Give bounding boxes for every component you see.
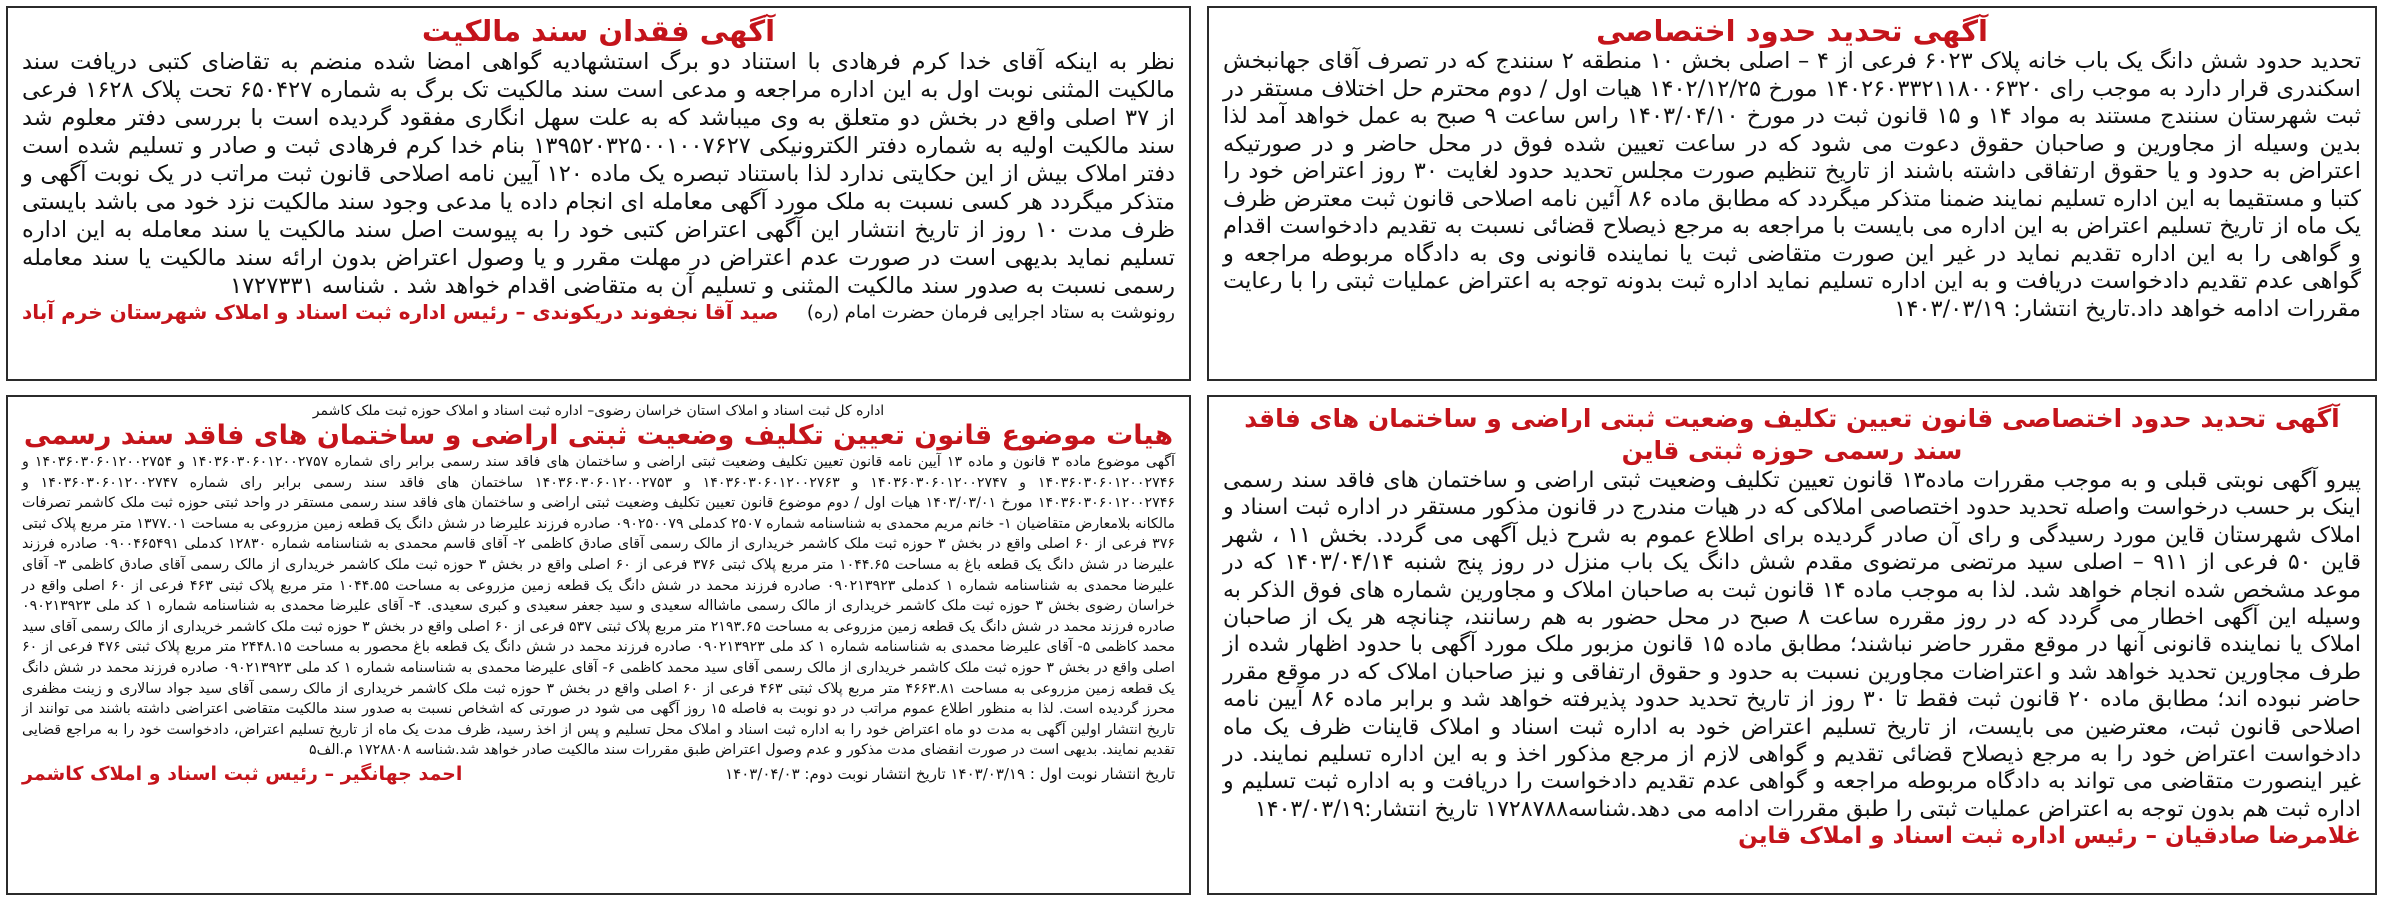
notice-signature: احمد جهانگیر – رئیس ثبت اسناد و املاک کاشمر — [22, 762, 463, 785]
notice-header: اداره کل ثبت اسناد و املاک استان خراسان رضوی– اداره ثبت اسناد و املاک حوزه ثبت ملک کاشمر — [312, 403, 885, 419]
notice-body: پیرو آگهی نوبتی قبلی و به موجب مقررات ماده۱۳ قانون تعیین تکلیف وضعیت ثبتی اراضی و ساختمان های فاقد سند رسمی اینک بر حسب درخواست واصله تحدید حدود اختصاصی املاکی که در هیات مندرج در قانون مذکور مستقر در اداره ثبت اسناد و املاک شهرستان قاین مورد رسیدگی و رای آن صادر گردیده برای اطلاع عموم به شرح ذیل آگهی می گردد. بخش ۱۱ ، شهر قاین ۵۰ فرعی از ۹۱۱ – اصلی سید مرتضی مرتضوی مقدم شش دانگ یک باب منزل در روز پنج شنبه ۱۴۰۳/۰۴/۱۴ که در موعد مشخص شده انجام خواهد شد. لذا به موجب ماده ۱۴ قانون ثبت به صاحبان املاک و مجاورین شماره های فوق الذکر به وسیله این آگهی اخطار می گردد که در روز مقرره ساعت ۸ صبح در محل حضور به هم رسانند، چنانچه هر یک از صاحبان املاک یا نماینده قانونی آنها در موقع مقرر حاضر نباشند؛ مطابق ماده ۱۵ قانون مزبور ملک مورد آگهی با حدود اظهار شده از طرف مجاورین تحدید خواهد شد و اعتراضات مجاورین نسبت به حدود و حقوق ارتفاقی و نیز صاحبان املاک که در موقع مقرر حاضر نبوده اند؛ مطابق ماده ۲۰ قانون ثبت فقط تا ۳۰ روز از تاریخ تحدید حدود پذیرفته خواهد شد و برابر ماده ۸۶ آیین نامه اصلاحی قانون ثبت، معترضین می بایست، از تاریخ تسلیم اعتراض خود به اداره ثبت اسناد و املاک قاینات ظرف یک ماه دادخواست اعتراض خود را به مرجع ذیصلاح قضائی تقدیم و گواهی لازم از مرجع مذکور اخذ و به این اداره تسلیم نمایند. در غیر اینصورت متقاضی می تواند به دادگاه مربوطه مراجعه و گواهی عدم تقدیم دادخواست را دریافت و به اداره ثبت تسلیم و اداره ثبت هم بدون توجه به اعتراض عملیات ثبتی را طبق مقررات ادامه می دهد.شناسه۱۷۲۸۷۸۸ تاریخ انتشار:۱۴۰۳/۰۳/۱۹ — [1223, 468, 2361, 822]
notice-signature: غلامرضا صادقیان – رئیس اداره ثبت اسناد و املاک قاین — [1738, 823, 2361, 850]
notice-body: نظر به اینکه آقای خدا کرم فرهادی با استناد دو برگ استشهادیه گواهی امضا شده منضم به تقاضای کتبی دریافت سند مالکیت المثنی نوبت اول به این اداره مراجعه و مدعی است سند مالکیت تک برگ به شماره ۶۵۰۴۲۷ تحت پلاک ۱۶۲۸ فرعی از ۳۷ اصلی واقع در بخش دو متعلق به وی میباشد که به علت سهل انگاری مفقود گردیده است با بررسی دفتر معلوم شد سند مالکیت اولیه به شماره دفتر الکترونیکی ۱۳۹۵۲۰۳۲۵۰۰۱۰۰۷۶۲۷ بنام خدا کرم فرهادی ثبت و صادر و تسلیم شده است دفتر املاک بیش از این حکایتی ندارد لذا باستناد تبصره یک ماده ۱۲۰ آیین نامه اصلاحی قانون ثبت مراتب در یک نوبت آگهی و متذکر میگردد هر کسی نسبت به ملک مورد آگهی معامله ای انجام داده یا مدعی وجود سند مالکیت نزد خود می باشد بایستی ظرف مدت ۱۰ روز از تاریخ انتشار این آگهی اعتراض کتبی خود را به پیوست اصل سند مالکیت یا سند معامله به این اداره تسلیم نماید بدیهی است در صورت عدم اعتراض در مهلت مقرر و یا وصول اعتراض بدون ارائه سند مالکیت یا سند معامله رسمی نسبت به صدور سند مالکیت المثنی و تسلیم آن به متقاضی اقدام خواهد شد . شناسه ۱۷۲۷۳۳۱ — [22, 49, 1176, 299]
notice-lost-title-deed — [6, 6, 1191, 381]
notice-title: آگهی فقدان سند مالکیت — [421, 14, 776, 48]
notice-qaen-boundary — [1207, 395, 2377, 895]
notice-title: آگهی تحدید حدود اختصاصی — [1596, 14, 1988, 48]
notice-footer — [22, 763, 1175, 785]
notice-title: هیات موضوع قانون تعیین تکلیف وضعیت ثبتی اراضی و ساختمان های فاقد سند رسمی — [23, 420, 1174, 451]
notice-title: آگهی تحدید حدود اختصاصی قانون تعیین تکلیف وضعیت ثبتی اراضی و ساختمان های فاقد سند رسمی حوزه ثبتی قاین — [1244, 404, 2340, 465]
notice-kashmar-committee — [6, 395, 1191, 895]
notice-footer — [22, 300, 1175, 324]
notice-body: آگهی موضوع ماده ۳ قانون و ماده ۱۳ آیین نامه قانون تعیین تکلیف وضعیت ثبتی اراضی و ساختمان های فاقد سند رسمی برابر رای شماره ۱۴۰۳۶۰۳۰۶۰۱۲۰۰۲۷۵۷ و ۱۴۰۳۶۰۳۰۶۰۱۲۰۰۲۷۵۴ و ۱۴۰۳۶۰۳۰۶۰۱۲۰۰۲۷۴۶ و ۱۴۰۳۶۰۳۰۶۰۱۲۰۰۲۷۴۷ و ۱۴۰۳۶۰۳۰۶۰۱۲۰۰۲۷۶۳ و ۱۴۰۳۶۰۳۰۶۰۱۲۰۰۲۷۵۳ ساختمان های فاقد سند رسمی برابر رای شماره ۱۴۰۳۶۰۳۰۶۰۱۲۰۰۲۷۴۷ و ۱۴۰۳۶۰۳۰۶۰۱۲۰۰۲۷۴۶ مورخ ۱۴۰۳/۰۳/۰۱ هیات اول / دوم موضوع قانون تعیین تکلیف وضعیت ثبتی اراضی و ساختمان های فاقد سند رسمی مستقر در واحد ثبتی حوزه ثبت ملک کاشمر تصرفات مالکانه بلامعارض متقاضیان ۱- خانم مریم محمدی به شناسنامه شماره ۲۵۰۷ کدملی ۰۹۰۲۵۰۰۷۹ صادره فرزند علیرضا در شش دانگ یک قطعه زمین مزروعی به مساحت ۱۳۷۷.۰۱ متر مربع پلاک ثبتی ۳۷۶ فرعی از ۶۰ اصلی واقع در بخش ۳ حوزه ثبت ملک کاشمر خریداری از مالک رسمی آقای صادق کاظمی ۲- آقای قاسم محمدی به شناسنامه شماره ۱۲۸۳۰ کدملی ۰۹۰۰۴۶۵۴۹۱ صادره فرزند علیرضا در شش دانگ یک قطعه باغ به مساحت ۱۰۴۴.۶۵ متر مربع پلاک ثبتی ۳۷۶ فرعی از ۶۰ اصلی واقع در بخش ۳ حوزه ثبت ملک کاشمر خریداری از مالک رسمی آقای صادق کاظمی ۳- آقای علیرضا محمدی به شناسنامه شماره ۱ کدملی ۰۹۰۲۱۳۹۲۳ صادره فرزند محمد در شش دانگ یک قطعه زمین مزروعی به مساحت ۱۰۴۴.۵۵ متر مربع پلاک ثبتی ۴۶۳ فرعی از ۶۰ اصلی واقع در خراسان رضوی بخش ۳ حوزه ثبت ملک کاشمر خریداری از مالک رسمی ماشااله سعیدی و سید جعفر سعیدی و کبری سعیدی. ۴- آقای علیرضا محمدی به شناسنامه شماره ۱ کد ملی ۰۹۰۲۱۳۹۲۳ صادره فرزند محمد در شش دانگ یک قطعه زمین مزروعی به مساحت ۲۱۹۳.۶۵ متر مربع پلاک ثبتی ۵۳۷ فرعی از ۶۰ اصلی واقع در بخش ۳ حوزه ثبت ملک کاشمر خریداری از مالک رسمی آقای سید محمد کاظمی ۵- آقای علیرضا محمدی به شناسنامه شماره ۱ کد ملی ۰۹۰۲۱۳۹۲۳ صادره فرزند محمد در شش دانگ یک قطعه باغ محصور به مساحت ۲۴۴۸.۱۵ متر مربع پلاک ثبتی ۴۷۶ فرعی از ۶۰ اصلی واقع در بخش ۳ حوزه ثبت ملک کاشمر خریداری از مالک رسمی آقای سید محمد کاظمی ۶- آقای علیرضا محمدی به شناسنامه شماره ۱ کد ملی ۰۹۰۲۱۳۹۲۳ صادره فرزند محمد در شش دانگ یک قطعه زمین مزروعی به مساحت ۴۶۶۳.۸۱ متر مربع پلاک ثبتی ۴۶۳ فرعی از ۶۰ اصلی واقع در بخش ۳ حوزه ثبت ملک کاشمر خریداری از مالک رسمی آقای سید جواد سالاری و زینت مظفری محرز گردیده است. لذا به منظور اطلاع عموم مراتب در دو نوبت به فاصله ۱۵ روز آگهی می شود در صورتی که اشخاص نسبت به صدور سند مالکیت متقاضی اعتراضی داشته باشند می توانند از تاریخ انتشار اولین آگهی به مدت دو ماه اعتراض خود را به اداره ثبت اسناد و املاک محل تسلیم و پس از اخذ رسید، ظرف مدت یک ماه از تاریخ تسلیم اعتراض، دادخواست خود را به مراجع قضایی تقدیم نمایند. بدیهی است در صورت انقضای مدت مذکور و عدم وصول اعتراض طبق مقررات سند مالکیت صادر خواهد شد.شناسه ۱۷۲۸۸۰۸ م.الف۵ — [22, 454, 1176, 759]
notice-cc: رونوشت به ستاد اجرایی فرمان حضرت امام (ره) — [806, 301, 1175, 323]
notice-body: تحدید حدود شش دانگ یک باب خانه پلاک ۶۰۲۳ فرعی از ۴ – اصلی بخش ۱۰ منطقه ۲ سنندج که در تصرف آقای جهانبخش اسکندری قرار دارد به موجب رای ۱۴۰۲۶۰۳۳۲۱۱۸۰۰۶۳۲۰ مورخ ۱۴۰۲/۱۲/۲۵ هیات اول / دوم محترم حل اختلاف مستقر در ثبت شهرستان سنندج مستند به مواد ۱۴ و ۱۵ قانون ثبت در مورخ ۱۴۰۳/۰۴/۱۰ راس ساعت ۹ صبح به عمل خواهد آمد لذا بدین وسیله از مجاورین و صاحبان حقوق دعوت می شود که در ساعت تعیین شده فوق در محل حاضر و در صورتیکه اعتراض به حدود و یا حقوق ارتفاقی داشته باشند از تاریخ تنظیم صورت مجلس تحدید حدود لغایت ۳۰ روز اعتراض خود را کتبا و مستقیما به این اداره تسلیم نمایند ضمنا متذکر میگردد که مطابق ماده ۸۶ آئین نامه اصلاحی قانون ثبت معترض ظرف یک ماه از تاریخ تسلیم اعتراض به این اداره می بایست با مراجعه به مرجع ذیصلاح قضائی نسبت به تقدیم دادخواست اقدام و گواهی را به این اداره تقدیم نماید در غیر این صورت متقاضی ثبت یا نماینده قانونی وی به دادگاه مربوطه مراجعه و گواهی عدم تقدیم دادخواست دریافت و به این اداره تسلیم نماید اداره ثبت بدونه توجه به اعتراض عملیات ثبتی را با رعایت مقررات ادامه خواهد داد.تاریخ انتشار: ۱۴۰۳/۰۳/۱۹ — [1223, 48, 2362, 322]
notice-signature: صید آقا نجفوند دریکوندی – رئیس اداره ثبت اسناد و املاک شهرستان خرم آباد — [22, 300, 779, 324]
notice-dates: تاریخ انتشار نوبت اول : ۱۴۰۳/۰۳/۱۹ تاریخ انتشار نوبت دوم: ۱۴۰۳/۰۴/۰۳ — [725, 764, 1175, 783]
notice-boundary-demarcation — [1207, 6, 2377, 381]
